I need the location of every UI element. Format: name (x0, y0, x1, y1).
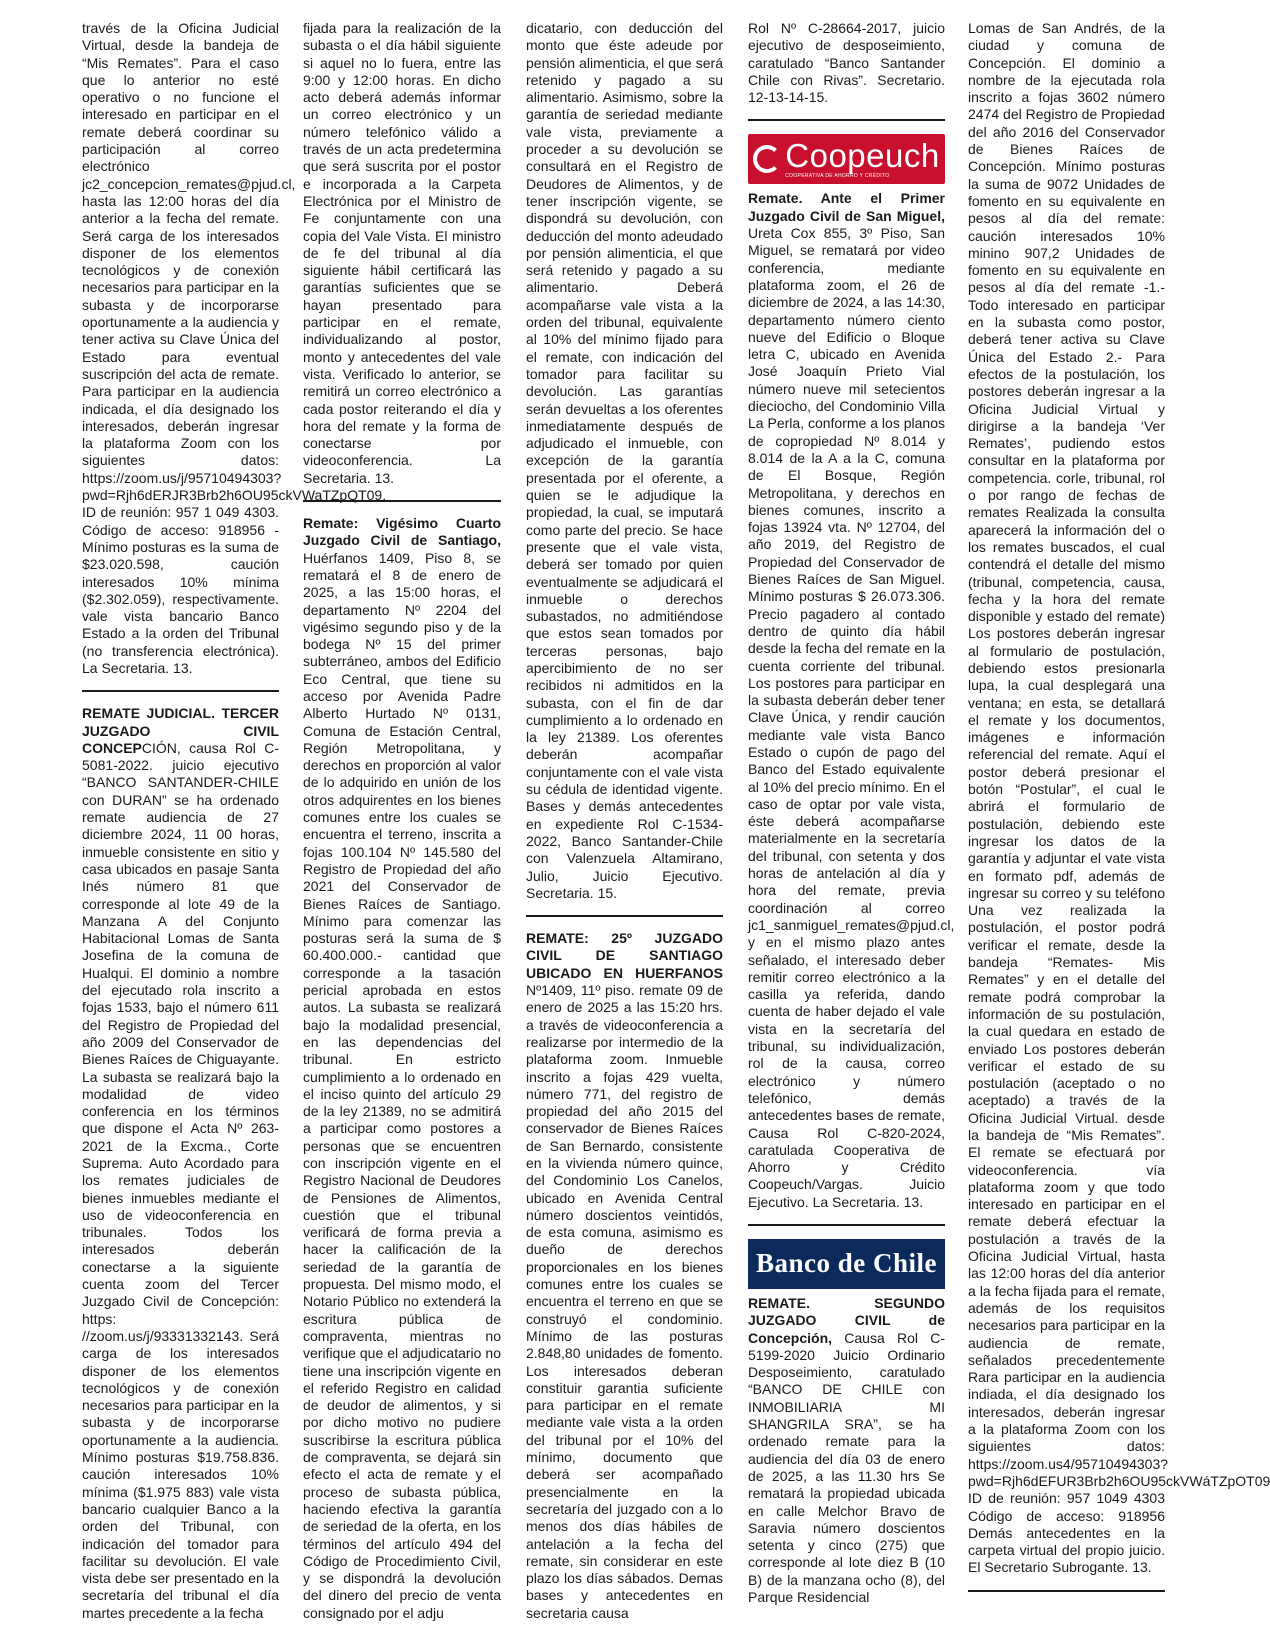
notice-continuation: Lomas de San Andrés, de la ciudad y comuna de Concepción. El dominio a nombre de la ejecutada rola inscrito a fojas 3602 número 2474 del Registro de Propiedad del año 2016 del Conservador de Bienes Raíces de Concepción. Mínimo posturas la suma de 9072 Unidades de fomento en su equivalente en pesos al día del remate: caución interesados 10% minino 907,2 Unidades de fomento en su equivalente en pesos al día del remate -1.- Todo interesado en participar en la subasta como postor, deberá tener activa su Clave Única del Estado 2.- Para efectos de la postulación, los postores deberán ingresar a la Oficina Judicial Virtual y dirigirse a la bandeja ‘Ver Remates’, pudiendo estos consultar en la plataforma por competencia. corle, tribunal, rol o por rango de fechas de remates Realizada la consulta aparecerá la información del o los remates buscados, el cual contendrá el detalle del mismo (tribunal, competencia, causa, fecha y la hora del remate disponible y estado del remate) Los postores deberán ingresar al formulario de postulación, debiendo estos presionarla lupa, la cual desplegará una ventana; en esta, se detallará el remate y los documentos, imágenes e información referencial del remate. Aquí el postor deberá presionar el botón “Postular”, el cual le abrirá el formulario de postulación, debiendo este ingresar los datos de la garantía y adjuntar el vate vista en formato pdf, además de ingresar su correo y su teléfono Una vez realizada la postulación, el postor podrá verificar el remate, desde la bandeja “Remates- Mis Remates” y en el detalle del remate podrá comprobar la información de su postulación, la cual quedara en estado de enviado Los postores deberán verificar el estado de su postulación (aceptado o no aceptado) a través de la Oficina Judicial Virtual. desde la bandeja de “Mis Remates”. El remate se efectuará por videoconferencia. vía plataforma zoom y que todo interesado en participar en el remate deberá efectuar la postulación a través de la Oficina Judicial Virtual, hasta las 12:00 horas del día anterior a la fecha fijada para el remate, además de los requisitos necesarios para participar en la audiencia de remate, señalados precedentemente Rara participar en la audiencia indiada, el día designado los interesados, deberán ingresar a la plataforma Zoom con los siguientes datos: https://zoom.us4/95710494303?pwd=Rjh6dEFUR3Brb2h6OU95ckVWáTZpOT09 ID de reunión: 957 1049 4303 Código de acceso: 918956 Demás antecedentes en la carpeta virtual del propio juicio. El Secretario Subrogante. 13. (968, 20, 1270, 1576)
coopeuch-logo-text: Coopeuch (785, 137, 940, 175)
notice-continuation: dicatario, con deducción del monto que éste adeude por pensión alimenticia, el que será retenido y pagado a su alimentario. Asimismo, sobre la garantía de seriedad mediante vale vista, previamente a proceder a su devolución se consultará en el Registro de Deudores de Alimentos, y de tener inscripción vigente, se dispondrá su devolución, con deducción del monto adeudado por pensión alimenticia, el que será retenido y pagado a su alimentario. Deberá acompañarse vale vista a la orden del tribunal, equivalente al 10% del mínimo fijado para el remate, con indicación del tomador para facilitar su devolución. Las garantías serán devueltas a los oferentes inmediatamente después de adjudicado el inmueble, con excepción de la garantía presentada por el oferente, a quien se le adjudique la propiedad, la cual, se imputará como parte del precio. Se hace presente que el vale vista, deberá ser tomado por quien eventualmente se adjudicará el inmueble o derechos subastados, no admitiéndose que estos sean tomados por terceras personas, bajo apercibimiento de no ser recibidos ni admitidos en la subasta, con el fin de dar cumplimiento a lo ordenado en la ley 21389. Los oferentes deberán acompañar conjuntamente con el vale vista su cédula de identidad vigente. Bases y demás antecedentes en expediente Rol C-1534-2022, Banco Santander-Chile con Valenzuela Altamirano, Julio, Juicio Ejecutivo. Secretaria. 15. (526, 20, 723, 901)
notice-vigesimo-cuarto-juzgado (303, 515, 501, 1622)
column-1 (82, 20, 387, 1643)
coopeuch-logo-tagline: COOPERATIVA DE AHORRO Y CRÉDITO (785, 173, 890, 180)
notice-segundo-juzgado-concepcion (748, 1295, 945, 1606)
notice-divider (748, 119, 945, 121)
notice-body: CIÓN, causa Rol C-5081-2022. juicio ejecutivo “BANCO SANTANDER-CHILE con DURAN” se ha ordenado remate audiencia de 27 diciembre 2024, 11 00 horas, inmueble consistente en sitio y casa ubicados en pasaje Santa Inés número 81 que corresponde al lote 49 de la Manzana A del Conjunto Habitacional Lomas de Santa Josefina de la comuna de Hualqui. El dominio a nombre del ejecutado rola inscrito a fojas 1533, bajo el número 611 del Registro de Propiedad del año 2009 del Conservador de Bienes Raíces de Chiguayante. La subasta se realizará bajo la modalidad de video conferencia en los términos que dispone el Acta Nº 263-2021 de la Excma., Corte Suprema. Auto Acordado para los remates judiciales de bienes inmuebles mediante el uso de videoconferencia en tribunales. Todos los interesados deberán conectarse a la siguiente cuenta zoom del Tercer Juzgado Civil de Concepción: https: //zoom.us/j/93331332143. Será carga de los interesados disponer de los elementos tecnológicos y de conexión necesarios para participar en la subasta y de incorporarse oportunamente a la audiencia. Mínimo posturas $19.758.836. caución interesados 10% mínima ($1.975 883) vale vista bancario cualquier Banco a la orden del Tribunal, con indicación del tomador para facilitar su devolución. El vale vista debe ser presentado en la secretaría del tribunal el día martes precedente a la fecha (82, 739, 279, 1621)
notice-heading: Remate: Vigésimo Cuarto Juzgado Civil de Santiago, (303, 515, 501, 549)
notice-continuation: través de la Oficina Judicial Virtual, desde la bandeja de “Mis Remates”. Para el caso que lo anterior no esté operativo o no funcione el interesado en participar en el remate deberá coordinar su participación al correo electrónico jc2_concepcion_remates@pjud.cl, hasta las 12:00 horas del día anterior a la fecha del remate. Será carga de los interesados disponer de los elementos tecnológicos y de conexión necesarios para participar en la subasta y de incorporarse oportunamente a la audiencia y tener activa su Clave Única del Estado para eventual suscripción del acta de remate. Para participar en la audiencia indicada, el día designado los interesados, deberán ingresar la plataforma Zoom con los siguientes datos: https://zoom.us/j/95710494303?pwd=Rjh6dERJR3Brb2h6OU95ckVWaTZpQT09. ID de reunión: 957 1 049 4303. Código de acceso: 918956 -Mínimo posturas es la suma de $23.020.598, caución interesados 10% mínima ($2.302.059), respectivamente. vale vista bancario Banco Estado a la orden del Tribunal (no transferencia electrónica). La Secretaria. 13. (82, 20, 387, 676)
column-2 (303, 20, 501, 1643)
notice-heading: REMATE. SEGUNDO JUZGADO CIVIL de Concepción, (748, 1295, 945, 1346)
banco-de-chile-logo (748, 1239, 945, 1289)
notice-body: Huérfanos 1409, Piso 8, se rematará el 8 de enero de 2025, a las 15:00 horas, el departamento Nº 2204 del vigésimo segundo piso y de la bodega Nº 15 del primer subterráneo, ambos del Edificio Eco Central, que tiene su acceso por Avenida Padre Alberto Hurtado Nº 0131, Comuna de Estación Central, Región Metropolitana, y derechos en proporción al valor de lo adquirido en unión de los otros adquirentes en los bienes comunes entre los cuales se encuentra el terreno, inscrita a fojas 100.104 Nº 145.580 del Registro de Propiedad del año 2021 del Conservador de Bienes Raíces de Santiago. Mínimo para comenzar las posturas será la suma de $ 60.400.000.- cantidad que corresponde a la tasación pericial aprobada en estos autos. La subasta se realizará bajo la modalidad presencial, en las dependencias del tribunal. En estricto cumplimiento a lo ordenado en el inciso quinto del artículo 29 de la ley 21389, no se admitirá a participar como postores a personas que se encuentren con inscripción vigente en el Registro Nacional de Deudores de Pensiones de Alimentos, cuestión que el tribunal verificará de forma previa a hacer la calificación de la seriedad de la garantía de propuesta. Del mismo modo, el Notario Público no extenderá la escritura pública de compraventa, mientras no verifique que el adjudicatario no tiene una inscripción vigente en el referido Registro en calidad de deudor de alimentos, y si por dicho motivo no pudiere suscribirse la escritura pública de compraventa, se dejará sin efecto el acta de remate y el proceso de subasta pública, haciendo efectiva la garantía de seriedad de la oferta, en los términos del artículo 494 del Código de Procedimiento Civil, y se dispondrá la devolución del dinero del precio de venta consignado por el adju (303, 549, 501, 1621)
banco-de-chile-logo-text: Banco de Chile (755, 1248, 937, 1279)
coopeuch-logo (748, 134, 945, 184)
notice-continuation: Rol Nº C-28664-2017, juicio ejecutivo de desposeimiento, caratulado “Banco Santander Chile con Rivas”. Secretario. 12-13-14-15. (748, 20, 945, 106)
notice-body: Nº1409, 11º piso. remate 09 de enero de 2025 a las 15:20 hrs. a través de videoconferencia a realizarse por intermedio de la plataforma zoom. Inmueble inscrito a fojas 429 vuelta, número 771, del registro de propiedad del año 2015 del conservador de Bienes Raíces de San Bernardo, consistente en la vivienda número quince, del Condominio Los Canelos, ubicado en Avenida Central número doscientos veintidós, de esta comuna, asimismo es dueño de derechos proporcionales en los bienes comunes entre los cuales se encuentra el terreno en que se construyó el condominio. Mínimo de las posturas 2.848,80 unidades de fomento. Los interesados deberan constituir garantia suficiente para participar en el remate mediante vale vista a la orden del tribunal por el 10% del mínimo, documento que deberá ser acompañado presencialmente en la secretaría del juzgado con a lo menos dos días hábiles de antelación a la fecha del remate, sin considerar en este plazo los días sábados. Demas bases y antecedentes en secretaria causa (526, 982, 723, 1621)
notice-body: Causa Rol C-5199-2020 Juicio Ordinario Desposeimiento, caratulado “BANCO DE CHILE con INMOBILIARIA MI SHANGRILA SRA”, se ha ordenado remate para la audiencia del día 03 de enero de 2025, a las 11.30 hrs Se rematará la propiedad ubicada en calle Melchor Bravo de Saravia número doscientos setenta y cinco (275) que corresponde al lote diez B (10 B) de la manzana ocho (8), del Parque Residencial (748, 1329, 945, 1606)
notice-tercer-juzgado-concepcion (82, 705, 279, 1622)
notice-heading: REMATE: 25º JUZGADO CIVIL DE SANTIAGO UBICADO EN HUERFANOS (526, 930, 723, 981)
notice-primer-juzgado-san-miguel (748, 190, 955, 1211)
notice-heading: Remate. Ante el Primer Juzgado Civil de San Miguel, (748, 190, 945, 224)
column-3 (526, 20, 723, 1643)
notice-heading: REMATE JUDICIAL. TERCER JUZGADO CIVIL CONCEP (82, 705, 279, 756)
notice-divider (526, 915, 723, 917)
notice-divider (82, 690, 279, 692)
coopeuch-mark-icon (753, 145, 781, 173)
notice-divider (968, 1590, 1165, 1592)
notice-divider (303, 500, 501, 502)
notice-divider (748, 1224, 945, 1226)
column-4 (748, 20, 955, 1643)
notice-25-juzgado-santiago (526, 930, 723, 1622)
notice-body: Ureta Cox 855, 3º Piso, San Miguel, se rematará por video conferencia, mediante plataforma zoom, el 26 de diciembre de 2024, a las 14:30, departamento número ciento nueve del Edificio o Bloque letra C, ubicado en Avenida José Joaquín Prieto Vial número nueve mil setecientos dieciocho, del Condominio Villa La Perla, conforme a los planos de copropiedad Nº 8.014 y 8.014 de la A a la C, comuna de El Bosque, Región Metropolitana, y derechos en bienes comunes, inscrito a fojas 13924 vta. Nº 12704, del año 2019, del Registro de Propiedad del Conservador de Bienes Raíces de San Miguel. Mínimo posturas $ 26.073.306. Precio pagadero al contado dentro de quinto día hábil desde la fecha del remate en la cuenta corriente del tribunal. Los postores para participar en la subasta deberán deber tener Clave Única, y rendir caución mediante vale vista Banco Estado o cupón de pago del Banco del Estado equivalente al 10% del precio mínimo. En el caso de optar por vale vista, éste deberá acompañarse materialmente en la secretaría del tribunal, con setenta y dos horas de antelación al día y hora del remate, previa coordinación al correo jc1_sanmiguel_remates@pjud.cl, y en el mismo plazo antes señalado, el interesado deber remitir correo electrónico a la casilla ya referida, dando cuenta de haber dejado el vale vista en la secretaría del tribunal, su individualización, rol de la causa, correo electrónico y número telefónico, demás antecedentes bases de remate, Causa Rol C-820-2024, caratulada Cooperativa de Ahorro y Crédito Coopeuch/Vargas. Juicio Ejecutivo. La Secretaria. 13. (748, 225, 955, 1210)
column-5 (968, 20, 1270, 1643)
notice-continuation: fijada para la realización de la subasta o el día hábil siguiente si aquel no lo fuera, entre las 9:00 y 12:00 horas. En dicho acto deberá además informar un correo electrónico y un número telefónico válido a través de un acta predetermina que será suscrita por el postor e incorporada a la Carpeta Electrónica por el Ministro de Fe conjuntamente con una copia del Vale Vista. El ministro de fe del tribunal al día siguiente hábil certificará las garantías suficientes que se hayan presentado para participar en el remate, individualizando al postor, monto y antecedentes del vale vista. Verificado lo anterior, se remitirá un correo electrónico a cada postor reiterando el día y hora del remate y la forma de conectarse por videoconferencia. La Secretaria. 13. (303, 20, 501, 486)
